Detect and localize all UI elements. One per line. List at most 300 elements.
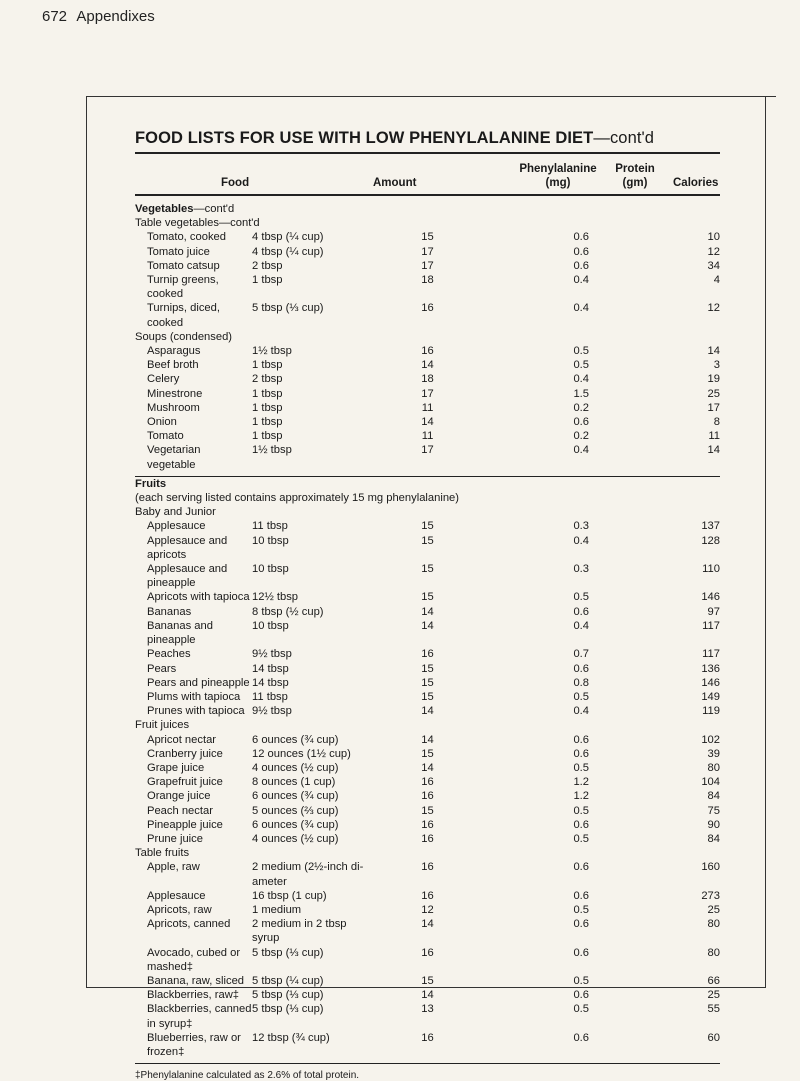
amount-cell [252, 704, 369, 718]
table-row [135, 344, 720, 358]
amount-text: 1 tbsp [252, 416, 283, 429]
phenylalanine-cell: 15 [421, 231, 434, 244]
phenylalanine-cell: 16 [421, 946, 434, 959]
food-cell: Applesauce and apricots [147, 534, 228, 561]
food-cell: Orange juice [147, 790, 211, 803]
food-cell: Grape juice [147, 761, 205, 774]
section-heading-suffix: —cont'd [193, 203, 235, 215]
food-cell: Prune juice [147, 832, 203, 845]
table-row [135, 676, 720, 690]
phenylalanine-cell: 12 [421, 903, 434, 916]
amount-text: 10 tbsp [252, 619, 289, 632]
calories-cell: 110 [702, 563, 720, 576]
amount-text: 5 tbsp (⅓ cup) [252, 1003, 324, 1016]
phenylalanine-cell: 16 [421, 861, 434, 874]
food-cell: Tomato juice [147, 245, 210, 258]
food-cell: Applesauce and pineapple [147, 563, 228, 590]
protein-cell: 0.5 [573, 1003, 589, 1016]
calories-cell: 149 [701, 690, 720, 703]
amount-text: 4 ounces (½ cup) [252, 832, 339, 845]
protein-cell: 0.8 [573, 676, 589, 689]
phenylalanine-cell: 16 [421, 832, 434, 845]
phenylalanine-cell: 16 [421, 818, 434, 831]
amount-text: 4 ounces (½ cup) [252, 761, 339, 774]
amount-text: 10 tbsp [252, 563, 289, 576]
food-cell: Tomato [147, 430, 184, 443]
table-row [135, 832, 720, 846]
table-row [135, 429, 720, 443]
amount-text: 11 tbsp [252, 690, 288, 703]
food-cell: Grapefruit juice [147, 776, 223, 789]
calories-cell: 160 [701, 861, 720, 874]
food-cell: Tomato, cooked [147, 231, 226, 244]
phenylalanine-cell: 15 [421, 676, 434, 689]
protein-cell: 0.5 [573, 591, 589, 604]
protein-cell: 0.6 [573, 918, 589, 931]
amount-text: 12½ tbsp [252, 591, 299, 604]
amount-cell [252, 974, 369, 988]
food-cell: Plums with tapioca [147, 690, 241, 703]
amount-text: 9½ tbsp [252, 705, 292, 718]
protein-cell: 0.5 [573, 974, 589, 987]
section-heading-row [135, 202, 720, 216]
calories-cell: 12 [707, 302, 720, 315]
food-cell: Vegetarian vegetable [147, 444, 201, 471]
food-table-body [135, 202, 720, 1064]
amount-text: 2 tbsp [252, 259, 283, 272]
table-row [135, 1031, 720, 1059]
subgroup-heading: Table vegetables—cont'd [135, 217, 260, 230]
protein-cell: 0.4 [573, 619, 589, 632]
calories-cell: 34 [707, 259, 720, 272]
amount-text: 1 medium [252, 903, 302, 916]
amount-text: 1½ tbsp [252, 345, 292, 358]
food-cell: Tomato catsup [147, 259, 220, 272]
phenylalanine-cell: 15 [421, 520, 434, 533]
table-row [135, 415, 720, 429]
phenylalanine-cell: 15 [421, 563, 434, 576]
protein-cell: 0.4 [573, 444, 589, 457]
amount-cell [252, 259, 369, 273]
section-heading [135, 477, 720, 491]
amount-text: 1 tbsp [252, 274, 283, 287]
phenylalanine-cell: 18 [421, 373, 434, 386]
protein-cell: 0.6 [573, 946, 589, 959]
calories-cell: 136 [701, 662, 720, 675]
amount-cell [252, 1002, 369, 1030]
protein-cell: 0.6 [573, 818, 589, 831]
amount-cell [252, 747, 369, 761]
amount-text: 6 ounces (¾ cup) [252, 818, 339, 831]
page-header [42, 8, 155, 25]
phenylalanine-cell: 17 [421, 387, 434, 400]
amount-cell [252, 534, 369, 562]
phenylalanine-cell: 16 [421, 302, 434, 315]
amount-cell [252, 415, 369, 429]
phenylalanine-cell: 16 [421, 648, 434, 661]
phenylalanine-cell: 17 [421, 245, 434, 258]
phenylalanine-cell: 15 [421, 974, 434, 987]
table-row [135, 775, 720, 789]
protein-cell: 0.6 [573, 889, 589, 902]
food-cell: Prunes with tapioca [147, 705, 245, 718]
amount-text: 2 medium in 2 tbsp [252, 918, 347, 931]
food-cell: Asparagus [147, 345, 201, 358]
protein-cell: 0.5 [573, 903, 589, 916]
amount-cell [252, 889, 369, 903]
phenylalanine-cell: 15 [421, 662, 434, 675]
table-row [135, 562, 720, 590]
protein-cell: 1.2 [573, 790, 589, 803]
subgroup-heading: Soups (condensed) [135, 330, 233, 343]
amount-text: 5 tbsp (⅓ cup) [252, 989, 324, 1002]
amount-text: 14 tbsp [252, 662, 289, 675]
food-cell: Bananas [147, 605, 192, 618]
divider-line [135, 1059, 720, 1064]
amount-cell [252, 988, 369, 1002]
table-row [135, 401, 720, 415]
amount-cell [252, 429, 369, 443]
phenylalanine-cell: 16 [421, 889, 434, 902]
calories-cell: 128 [701, 534, 720, 547]
food-cell: Banana, raw, sliced [147, 974, 245, 987]
amount-cell [252, 690, 369, 704]
amount-text: 2 medium (2½-inch di- [252, 861, 364, 874]
table-row [135, 974, 720, 988]
table-row [135, 761, 720, 775]
amount-cell [252, 605, 369, 619]
header-pro-line1: Protein [615, 163, 655, 175]
calories-cell: 55 [707, 1003, 720, 1016]
calories-cell: 84 [707, 790, 720, 803]
phenylalanine-cell: 14 [421, 918, 434, 931]
food-cell: Apricot nectar [147, 733, 217, 746]
protein-cell: 0.4 [573, 302, 589, 315]
amount-cell [252, 401, 369, 415]
protein-cell: 0.4 [573, 373, 589, 386]
amount-cell [252, 917, 369, 945]
phenylalanine-cell: 15 [421, 804, 434, 817]
protein-cell: 0.3 [573, 563, 589, 576]
header-phenylalanine [513, 162, 603, 190]
section-note-row [135, 491, 720, 505]
protein-cell: 0.6 [573, 662, 589, 675]
table-row [135, 605, 720, 619]
protein-cell: 0.6 [573, 989, 589, 1002]
calories-cell: 90 [707, 818, 720, 831]
subgroup-row [135, 505, 720, 519]
amount-cell [252, 273, 369, 301]
amount-text: 1½ tbsp [252, 444, 292, 457]
food-cell: Mushroom [147, 401, 200, 414]
table-row [135, 358, 720, 372]
calories-cell: 117 [702, 648, 720, 661]
amount-cell [252, 733, 369, 747]
calories-cell: 117 [702, 619, 720, 632]
calories-cell: 4 [713, 274, 720, 287]
table-title [135, 129, 720, 148]
amount-text: 2 tbsp [252, 373, 283, 386]
page-number: 672 [42, 8, 68, 25]
amount-text: 9½ tbsp [252, 648, 292, 661]
amount-cell [252, 676, 369, 690]
amount-text: 11 tbsp [252, 520, 288, 533]
amount-cell [252, 562, 369, 590]
calories-cell: 80 [707, 946, 720, 959]
section-heading-label: Vegetables [135, 203, 194, 215]
food-cell: Peaches [147, 648, 191, 661]
protein-cell: 0.6 [573, 1031, 589, 1044]
amount-cell [252, 619, 369, 647]
amount-cell [252, 372, 369, 386]
food-cell: Apple, raw [147, 861, 200, 874]
phenylalanine-cell: 15 [421, 534, 434, 547]
phenylalanine-cell: 18 [421, 274, 434, 287]
section-heading [135, 202, 720, 216]
amount-cell [252, 387, 369, 401]
phenylalanine-cell: 13 [421, 1003, 434, 1016]
table-row [135, 988, 720, 1002]
protein-cell: 0.2 [573, 401, 589, 414]
protein-cell: 0.5 [573, 832, 589, 845]
section-heading-label: Fruits [135, 477, 167, 490]
table-row [135, 690, 720, 704]
amount-cell [252, 647, 369, 661]
section-divider [135, 1059, 720, 1064]
protein-cell: 0.5 [573, 761, 589, 774]
amount-cell [252, 818, 369, 832]
food-list-panel [135, 129, 720, 1081]
food-cell: Pears and pineapple [147, 676, 250, 689]
food-cell: Apricots, canned [147, 918, 231, 931]
header-amount: Amount [373, 177, 417, 189]
phenylalanine-cell: 14 [421, 705, 434, 718]
table-row [135, 647, 720, 661]
table-row [135, 704, 720, 718]
calories-cell: 14 [707, 444, 720, 457]
table-row [135, 273, 720, 301]
amount-cell [252, 804, 369, 818]
calories-cell: 80 [707, 761, 720, 774]
protein-cell: 0.5 [573, 359, 589, 372]
phenylalanine-cell: 16 [421, 345, 434, 358]
calories-cell: 19 [707, 373, 720, 386]
amount-text: 12 ounces (1½ cup) [252, 747, 351, 760]
table-row [135, 619, 720, 647]
protein-cell: 0.6 [573, 605, 589, 618]
amount-cell [252, 301, 369, 329]
phenylalanine-cell: 14 [421, 416, 434, 429]
amount-cell [252, 903, 369, 917]
column-headers [135, 154, 720, 194]
phenylalanine-cell: 16 [421, 776, 434, 789]
header-pro-line2: (gm) [622, 177, 648, 189]
table-row [135, 860, 720, 888]
calories-cell: 10 [707, 231, 720, 244]
amount-text: 4 tbsp (¼ cup) [252, 231, 324, 244]
calories-cell: 8 [713, 416, 720, 429]
amount-cell [252, 245, 369, 259]
protein-cell: 0.6 [573, 245, 589, 258]
amount-cell [252, 789, 369, 803]
amount-text: 6 ounces (¾ cup) [252, 790, 339, 803]
amount-text: 8 ounces (1 cup) [252, 776, 336, 789]
table-row [135, 245, 720, 259]
protein-cell: 0.5 [573, 804, 589, 817]
protein-cell: 1.5 [573, 387, 589, 400]
amount-text: 4 tbsp (¼ cup) [252, 245, 324, 258]
amount-text: 5 tbsp (⅓ cup) [252, 302, 324, 315]
protein-cell: 0.6 [573, 259, 589, 272]
table-row [135, 917, 720, 945]
food-cell: Bananas and pineapple [147, 619, 213, 647]
calories-cell: 25 [707, 989, 720, 1002]
food-cell: Turnip greens, cooked [147, 274, 219, 301]
section-heading-row [135, 477, 720, 491]
phenylalanine-cell: 15 [421, 690, 434, 703]
phenylalanine-cell: 15 [421, 591, 434, 604]
amount-text: 14 tbsp [252, 676, 289, 689]
header-phe-line1: Phenylalanine [519, 163, 597, 175]
amount-text: 1 tbsp [252, 401, 283, 414]
phenylalanine-cell: 14 [421, 605, 434, 618]
table-row [135, 789, 720, 803]
table-row [135, 519, 720, 533]
table-row [135, 903, 720, 917]
table-row [135, 662, 720, 676]
protein-cell: 0.7 [573, 648, 589, 661]
phenylalanine-cell: 14 [421, 733, 434, 746]
protein-cell: 0.5 [573, 345, 589, 358]
phenylalanine-cell: 14 [421, 359, 434, 372]
amount-cell [252, 344, 369, 358]
amount-text: 1 tbsp [252, 359, 283, 372]
table-row [135, 387, 720, 401]
food-table [135, 202, 720, 1064]
calories-cell: 146 [701, 676, 720, 689]
table-row [135, 747, 720, 761]
amount-cell [252, 590, 369, 604]
calories-cell: 137 [701, 520, 720, 533]
phenylalanine-cell: 17 [421, 259, 434, 272]
calories-cell: 75 [707, 804, 720, 817]
protein-cell: 0.4 [573, 705, 589, 718]
calories-cell: 11 [708, 430, 720, 443]
food-cell: Onion [147, 416, 177, 429]
protein-cell: 0.5 [573, 690, 589, 703]
phenylalanine-cell: 14 [421, 619, 434, 632]
section-note: (each serving listed contains approximately 15 mg phenylalanine) [135, 492, 459, 505]
table-row [135, 818, 720, 832]
subgroup-row [135, 330, 720, 344]
food-cell: Celery [147, 373, 180, 386]
amount-cell [252, 358, 369, 372]
header-calories: Calories [673, 177, 719, 189]
table-row [135, 259, 720, 273]
protein-cell: 1.2 [573, 776, 589, 789]
amount-text: 5 tbsp (⅓ cup) [252, 946, 324, 959]
table-row [135, 804, 720, 818]
phenylalanine-cell: 11 [421, 401, 434, 414]
food-cell: Cranberry juice [147, 747, 223, 760]
calories-cell: 25 [707, 903, 720, 916]
food-cell: Minestrone [147, 387, 203, 400]
amount-cell [252, 662, 369, 676]
phenylalanine-cell: 17 [421, 444, 434, 457]
amount-cell [252, 443, 369, 471]
subgroup-heading: Table fruits [135, 847, 190, 860]
calories-cell: 60 [707, 1031, 720, 1044]
table-row [135, 443, 720, 471]
subgroup-row [135, 216, 720, 230]
calories-cell: 102 [701, 733, 720, 746]
amount-cell [252, 230, 369, 244]
calories-cell: 12 [707, 245, 720, 258]
table-title-main: FOOD LISTS FOR USE WITH LOW PHENYLALANINE DIET [135, 129, 594, 147]
footnote: ‡Phenylalanine calculated as 2.6% of total protein. [135, 1070, 360, 1081]
protein-cell: 0.4 [573, 534, 589, 547]
table-row [135, 230, 720, 244]
food-cell: Blackberries, canned in syrup‡ [147, 1003, 252, 1030]
protein-cell: 0.6 [573, 231, 589, 244]
subgroup-row [135, 846, 720, 860]
amount-text: 5 tbsp (¼ cup) [252, 974, 324, 987]
table-title-cont: —cont'd [593, 129, 655, 147]
protein-cell: 0.6 [573, 747, 589, 760]
amount-text: 1 tbsp [252, 387, 283, 400]
calories-cell: 25 [707, 387, 720, 400]
food-cell: Turnips, diced, cooked [147, 302, 220, 329]
food-cell: Blueberries, raw or frozen‡ [147, 1031, 241, 1058]
phenylalanine-cell: 14 [421, 989, 434, 1002]
amount-text: 10 tbsp [252, 534, 289, 547]
food-cell: Applesauce [147, 520, 206, 533]
phenylalanine-cell: 15 [421, 747, 434, 760]
phenylalanine-cell: 16 [421, 790, 434, 803]
table-row [135, 733, 720, 747]
amount-cell [252, 832, 369, 846]
phenylalanine-cell: 14 [421, 761, 434, 774]
protein-cell: 0.2 [573, 430, 589, 443]
subgroup-heading: Baby and Junior [135, 506, 216, 519]
header-protein [605, 162, 665, 190]
amount-text: 6 ounces (¾ cup) [252, 733, 339, 746]
protein-cell: 0.6 [573, 733, 589, 746]
food-cell: Pears [147, 662, 177, 675]
calories-cell: 146 [701, 591, 720, 604]
amount-text-cont: syrup [252, 932, 280, 945]
food-cell: Peach nectar [147, 804, 213, 817]
protein-cell: 0.3 [573, 520, 589, 533]
calories-cell: 39 [707, 747, 720, 760]
food-cell: Apricots, raw [147, 903, 212, 916]
subgroup-row [135, 718, 720, 732]
table-row [135, 1002, 720, 1030]
amount-cell [252, 775, 369, 789]
calories-cell: 3 [713, 359, 720, 372]
food-cell: Avocado, cubed or mashed‡ [147, 946, 241, 973]
amount-text: 8 tbsp (½ cup) [252, 605, 324, 618]
calories-cell: 119 [702, 705, 720, 718]
phenylalanine-cell: 16 [421, 1031, 434, 1044]
calories-cell: 80 [707, 918, 720, 931]
calories-cell: 14 [707, 345, 720, 358]
subgroup-heading: Fruit juices [135, 719, 190, 732]
protein-cell: 0.6 [573, 861, 589, 874]
amount-text: 1 tbsp [252, 430, 283, 443]
amount-cell [252, 761, 369, 775]
protein-cell: 0.4 [573, 274, 589, 287]
